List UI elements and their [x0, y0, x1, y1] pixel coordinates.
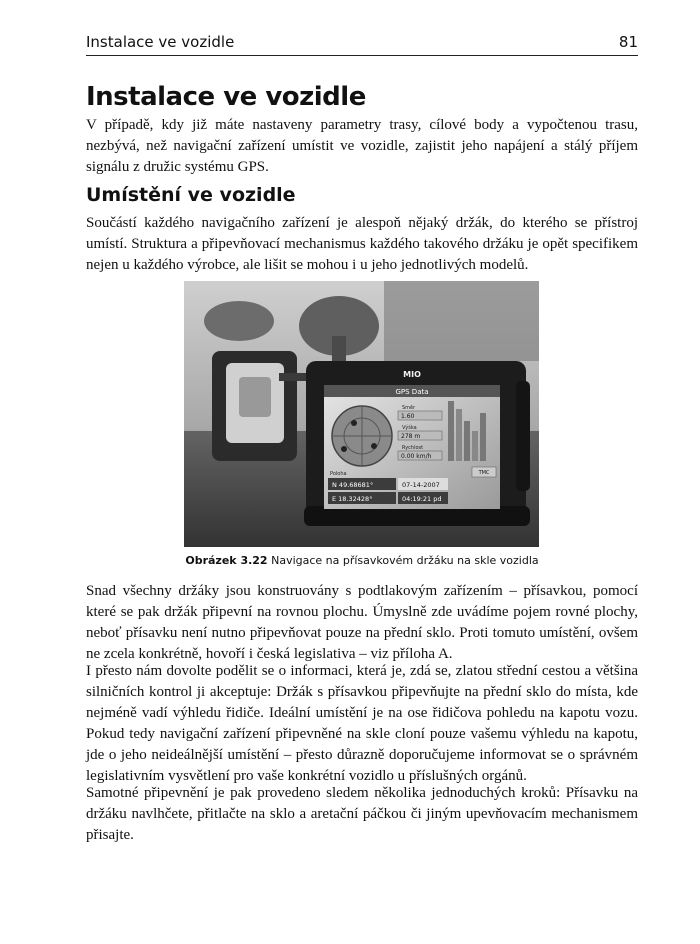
figure-photo — [184, 281, 539, 547]
section-paragraph: Součástí každého navigačního zařízení je alespoň nějaký držák, do kterého se přístroj umístí. Struktura a připevňovací mechanismus každého takového držáku je opět specifikem nejen u každého výrobce, ale lišit se mohou i u jeho jednotlivých modelů. — [86, 215, 638, 273]
running-header-title: Instalace ve vozidle — [86, 33, 235, 51]
figure-caption-text: Navigace na přísavkovém držáku na skle vozidla — [271, 554, 539, 567]
brand-logo: MIO — [403, 370, 421, 379]
tmc-button: TMC — [478, 470, 490, 476]
position-label: Poloha — [330, 471, 347, 477]
field-value: 0.00 km/h — [401, 453, 432, 460]
field-label: Směr — [402, 405, 416, 411]
latitude-value: N 49.68681° — [332, 481, 374, 489]
field-value: 1.60 — [401, 413, 415, 420]
body-paragraph: I přesto nám dovolte podělit se o informaci, která je, zdá se, zlatou střední cestou a většina silničních kontrol ji akceptuje: Držák s přísavkou připevňujte na přední sklo do místa, kde nejméně vadí výhledu řidiče. Ideální umístění je na ose řidičova pohledu na kapotu vozu. Pokud tedy navigační zařízení připevněné na skle cloní pouze vašemu výhledu na kapotu, jde o jeho neideálnější umístění – přesto důrazně doporučujeme informovat se o správném legislativním vysvětlení pro vaše konkrétní vozidlo u příslušných orgánů. — [86, 663, 638, 784]
time-value: 04:19:21 pd — [402, 495, 442, 503]
body-paragraph: Snad všechny držáky jsou konstruovány s podtlakovým zařízením – přísavkou, pomocí které se pak držák připevní na rovnou plochu. Úmyslně zde uvádíme pojem rovné plochy, neboť přísavku není nutno připevňovat pouze na přední sklo. Proti tomuto umístění, ovšem ne zcela konkrétně, hovoří i česká legislativa – viz příloha A. — [86, 583, 638, 662]
figure-label: Obrázek 3.22 — [185, 554, 268, 567]
running-header — [86, 33, 638, 56]
page-number: 81 — [618, 33, 638, 51]
section-heading: Umístění ve vozidle — [86, 184, 296, 206]
field-value: 278 m — [401, 433, 421, 440]
longitude-value: E 18.32428° — [332, 495, 373, 503]
chapter-heading: Instalace ve vozidle — [86, 82, 366, 112]
intro-paragraph: V případě, kdy již máte nastaveny parametry trasy, cílové body a vypočtenou trasu, nezbývá, než navigační zařízení umístit ve vozidle, zajistit jeho napájení a stálý příjem signálu z družic systému GPS. — [86, 117, 638, 175]
gps-navigation-photo — [184, 281, 539, 547]
field-label: Rychlost — [402, 445, 424, 451]
body-paragraph: Samotné připevnění je pak provedeno sledem několika jednoduchých kroků: Přísavku na držáku navlhčete, přitlačte na sklo a aretační páčkou či jiným upevňovacím mechanismem přisajte. — [86, 785, 638, 843]
screen-title: GPS Data — [395, 388, 429, 396]
figure-caption — [86, 554, 638, 567]
field-label: Výška — [402, 425, 417, 431]
date-value: 07-14-2007 — [402, 481, 440, 489]
